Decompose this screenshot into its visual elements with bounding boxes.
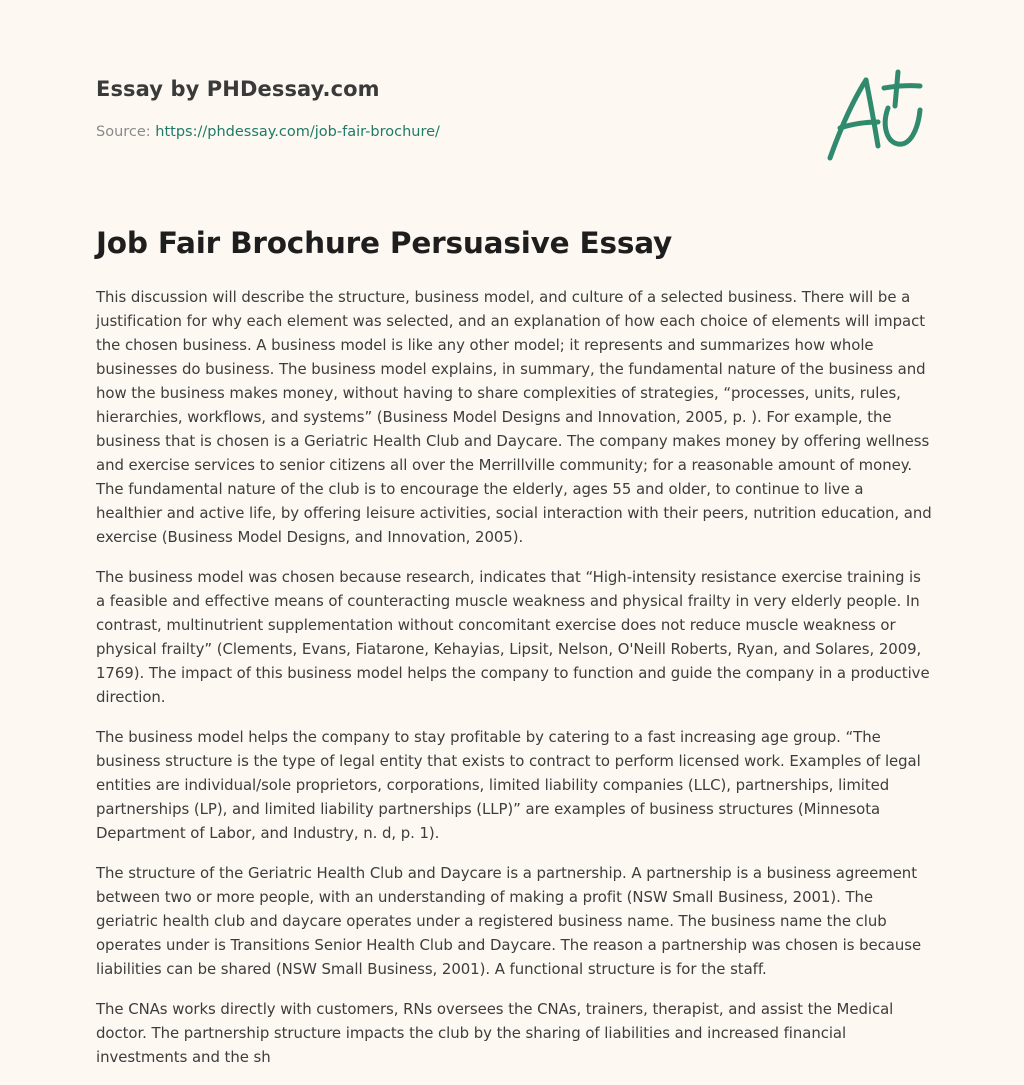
page: [96, 0, 932, 1066]
essay-paragraph: This discussion will describe the structure, business model, and culture of a selected business. There will be a justification for why each element was selected, and an explanation of how each choice of elements will impact the chosen business. A business model is like any other model; it represents and summarizes how whole businesses do business. The business model explains, in summary, the fundamental nature of the business and how the business makes money, without having to share complexities of strategies, “processes, units, rules, hierarchies, workflows, and systems” (Business Model Designs and Innovation, 2005, p. ). For example, the business that is chosen is a Geriatric Health Club and Daycare. The company makes money by offering wellness and exercise services to senior citizens all over the Merrillville community; for a reasonable amount of money. The fundamental nature of the club is to encourage the elderly, ages 55 and older, to continue to live a healthier and active life, by offering leisure activities, social interaction with their peers, nutrition education, and exercise (Business Model Designs, and Innovation, 2005).: [96, 288, 932, 546]
header: [96, 0, 930, 190]
source-label: Source:: [96, 124, 151, 140]
essay-paragraph: The structure of the Geriatric Health Club and Daycare is a partnership. A partnership is a business agreement between two or more people, with an understanding of making a profit (NSW Small Business, 2001). The geriatric health club and daycare operates under a registered business name. The business name the club operates under is Transitions Senior Health Club and Daycare. The reason a partnership was chosen is because liabilities can be shared (NSW Small Business, 2001). A functional structure is for the staff.: [96, 864, 922, 978]
essay-paragraph: The CNAs works directly with customers, RNs oversees the CNAs, trainers, therapist, and assist the Medical doctor. The partnership structure impacts the club by the sharing of liabilities and increased financial investments and the sh: [96, 1000, 894, 1066]
essay-title: Job Fair Brochure Persuasive Essay: [96, 226, 673, 260]
brand-title: Essay by PHDessay.com: [96, 77, 380, 101]
source-line: [96, 124, 440, 140]
source-link[interactable]: https://phdessay.com/job-fair-brochure/: [155, 124, 440, 140]
essay-body: [96, 285, 932, 1085]
essay-paragraph: The business model was chosen because research, indicates that “High-intensity resistance exercise training is a feasible and effective means of counteracting muscle weakness and physical frailty in very elderly people. In contrast, multinutrient supplementation without concomitant exercise does not reduce muscle weakness or physical frailty” (Clements, Evans, Fiatarone, Kehayias, Lipsit, Nelson, O'Neill Roberts, Ryan, and Solares, 2009, 1769). The impact of this business model helps the company to function and guide the company in a productive direction.: [96, 568, 930, 706]
essay-paragraph: The business model helps the company to stay profitable by catering to a fast increasing age group. “The business structure is the type of legal entity that exists to contract to perform licensed work. Examples of legal entities are individual/sole proprietors, corporations, limited liability companies (LLC), partnerships, limited partnerships (LP), and limited liability partnerships (LLP)” are examples of business structures (Minnesota Department of Labor, and Industry, n. d, p. 1).: [96, 728, 921, 842]
a-plus-logo-icon: [826, 68, 926, 164]
